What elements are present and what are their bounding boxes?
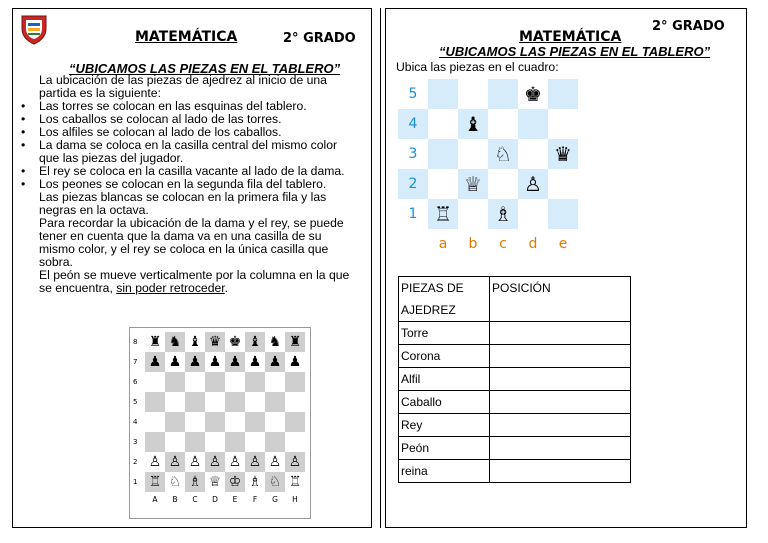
board-square [165,392,185,412]
chess-piece-square: ♙ [265,452,285,472]
paragraph-line: Para recordar la ubicación de la dama y el rey, se puede [39,216,344,230]
position-grid [398,79,578,259]
bullet-line: Las torres se colocan en las esquinas del tablero. • [21,99,307,113]
grid-square [488,169,518,199]
table-header-row [399,277,631,322]
grid-square [428,169,458,199]
chess-piece-square: ♞ [165,332,185,352]
chess-piece-square: ♙ [145,452,165,472]
chess-piece-square: ♘ [265,472,285,492]
bullet-icon: • [21,112,26,126]
chess-piece-square: ♗ [245,472,265,492]
chess-piece-square: ♜ [285,332,305,352]
piece-name-cell: Alfil [399,368,490,391]
table-row [399,460,631,483]
bullet-line: Los caballos se colocan al lado de las torres. • [21,112,282,126]
bullet-icon: • [21,164,26,178]
rank-label: 3 [133,438,138,446]
piece-name-cell: Corona [399,345,490,368]
table-row [399,322,631,345]
grid-square [488,109,518,139]
bullet-line: Los alfiles se colocan al lado de los caballos. • [21,125,282,139]
paragraph-line: mismo color, y el rey se coloca en la única casilla que [39,242,329,256]
file-label: B [172,495,178,504]
grid-piece-square: ♕ [458,169,488,199]
grid-square [518,109,548,139]
chess-piece-square: ♟ [165,352,185,372]
bullet-line: El rey se coloca en la casilla vacante al lado de la dama. • [21,164,345,178]
chess-piece-square: ♘ [165,472,185,492]
grid-file-label: d [528,236,538,252]
board-square [285,432,305,452]
chess-piece-square: ♛ [205,332,225,352]
grid-square [548,199,578,229]
chess-piece-square: ♟ [185,352,205,372]
position-answer-cell[interactable] [490,368,631,391]
grid-rank-label: 2 [398,169,428,199]
paragraph-line: negras en la octava. [39,203,149,217]
board-square [265,372,285,392]
header-pieces: PIEZAS DE AJEDREZ [399,277,490,322]
page-title-right: MATEMÁTICA [519,29,622,45]
table-row [399,414,631,437]
bullet-line: Los peones se colocan en la segunda fila del tablero. • [21,177,327,191]
grade-label: 2° GRADO [283,31,356,46]
rank-label: 5 [133,398,138,406]
chess-piece-square: ♝ [245,332,265,352]
bullet-icon: • [21,138,26,152]
file-label: C [192,495,198,504]
position-answer-cell[interactable] [490,437,631,460]
board-square [285,392,305,412]
board-square [145,372,165,392]
chess-piece-square: ♟ [245,352,265,372]
pieces-position-table [398,276,631,483]
grid-file-label: c [499,236,507,252]
bullet-icon: • [21,125,26,139]
grid-rank-label: 3 [398,139,428,169]
board-square [205,432,225,452]
grid-piece-square: ♚ [518,79,548,109]
table-row [399,345,631,368]
table-row [399,368,631,391]
board-square [145,392,165,412]
worksheet-subtitle-right: “UBICAMOS LAS PIEZAS EN EL TABLERO” [439,44,711,59]
chess-piece-square: ♜ [145,332,165,352]
chess-piece-square: ♞ [265,332,285,352]
paragraph-line: El peón se mueve verticalmente por la columna en la que [39,268,350,282]
grid-piece-square: ♘ [488,139,518,169]
grid-square [428,109,458,139]
chess-piece-square: ♟ [225,352,245,372]
position-answer-cell[interactable] [490,460,631,483]
intro-line: partida es la siguiente: [39,86,161,100]
chess-piece-square: ♙ [185,452,205,472]
page-title: MATEMÁTICA [135,29,238,45]
file-label: H [292,495,298,504]
board-square [285,412,305,432]
grid-piece-square: ♖ [428,199,458,229]
grid-square [458,199,488,229]
board-square [265,392,285,412]
board-square [225,372,245,392]
grid-piece-square: ♝ [458,109,488,139]
board-square [165,412,185,432]
grid-piece-square: ♛ [548,139,578,169]
chess-piece-square: ♟ [265,352,285,372]
chess-piece-square: ♙ [225,452,245,472]
instructions-text [21,73,371,295]
board-square [265,412,285,432]
piece-name-cell: reina [399,460,490,483]
board-square [165,432,185,452]
chess-piece-square: ♙ [285,452,305,472]
header-position: POSICIÓN [490,277,631,322]
chess-piece-square: ♟ [145,352,165,372]
position-answer-cell[interactable] [490,391,631,414]
board-square [185,432,205,452]
grid-square [518,199,548,229]
chess-piece-square: ♖ [145,472,165,492]
grid-square [548,169,578,199]
bullet-icon: • [21,177,26,191]
grid-square [428,139,458,169]
file-label: F [252,495,258,504]
grid-piece-square: ♙ [518,169,548,199]
board-square [245,372,265,392]
position-answer-cell[interactable] [490,345,631,368]
grid-rank-label: 5 [398,79,428,109]
grid-piece-square: ♗ [488,199,518,229]
intro-line: La ubicación de las piezas de ajedrez al inicio de una [39,73,327,87]
rank-label: 6 [133,378,138,386]
rank-label: 1 [133,478,138,486]
board-square [245,432,265,452]
file-label: E [232,495,238,504]
board-square [245,412,265,432]
paragraph-line: se encuentra, sin poder retroceder. [39,281,229,295]
paragraph-line: sobra. [39,255,73,269]
chess-piece-square: ♕ [205,472,225,492]
position-answer-cell[interactable] [490,322,631,345]
board-square [285,372,305,392]
grid-file-label: a [438,236,448,252]
grid-square [488,79,518,109]
board-square [185,412,205,432]
table-row [399,437,631,460]
piece-name-cell: Peón [399,437,490,460]
chess-piece-square: ♟ [285,352,305,372]
grid-square [548,109,578,139]
board-square [205,392,225,412]
chess-piece-square: ♝ [185,332,205,352]
chess-piece-square: ♗ [185,472,205,492]
file-label: D [212,495,218,504]
grid-square [548,79,578,109]
page-divider [380,8,381,528]
chess-piece-square: ♖ [285,472,305,492]
file-label: G [272,495,278,504]
board-square [225,392,245,412]
instruction-text: Ubica las piezas en el cuadro: [396,60,559,74]
board-square [205,372,225,392]
board-square [185,392,205,412]
rank-label: 7 [133,358,138,366]
chess-piece-square: ♙ [205,452,225,472]
grid-square [518,139,548,169]
chess-piece-square: ♔ [225,472,245,492]
grid-rank-label: 4 [398,109,428,139]
board-square [165,372,185,392]
left-worksheet [12,8,372,528]
file-label: A [152,495,158,504]
bullet-line: La dama se coloca en la casilla central del mismo color • [21,138,338,152]
school-crest-icon [19,13,49,45]
board-square [145,432,165,452]
grid-square [458,79,488,109]
grid-square [428,79,458,109]
rank-label: 8 [133,338,138,346]
grid-file-label: e [558,236,568,252]
worksheet-subtitle: “UBICAMOS LAS PIEZAS EN EL TABLERO” [69,61,341,76]
grade-label-right: 2° GRADO [652,19,725,34]
grid-square [458,139,488,169]
chess-piece-square: ♙ [245,452,265,472]
chess-board [129,327,311,519]
piece-name-cell: Caballo [399,391,490,414]
piece-name-cell: Rey [399,414,490,437]
grid-rank-label: 1 [398,199,428,229]
position-answer-cell[interactable] [490,414,631,437]
chess-piece-square: ♚ [225,332,245,352]
chess-piece-square: ♟ [205,352,225,372]
board-square [265,432,285,452]
right-worksheet [385,8,747,528]
rank-label: 2 [133,458,138,466]
chess-piece-square: ♙ [165,452,185,472]
board-square [225,412,245,432]
board-square [225,432,245,452]
bullet-icon: • [21,99,26,113]
board-square [205,412,225,432]
grid-file-label: b [468,236,478,252]
board-square [185,372,205,392]
table-row [399,391,631,414]
board-square [245,392,265,412]
rank-label: 4 [133,418,138,426]
board-square [145,412,165,432]
paragraph-line: Las piezas blancas se colocan en la primera fila y las [39,190,327,204]
piece-name-cell: Torre [399,322,490,345]
bullet-line: que las piezas del jugador. [39,151,184,165]
paragraph-line: tener en cuenta que la dama va en una casilla de su [39,229,322,243]
